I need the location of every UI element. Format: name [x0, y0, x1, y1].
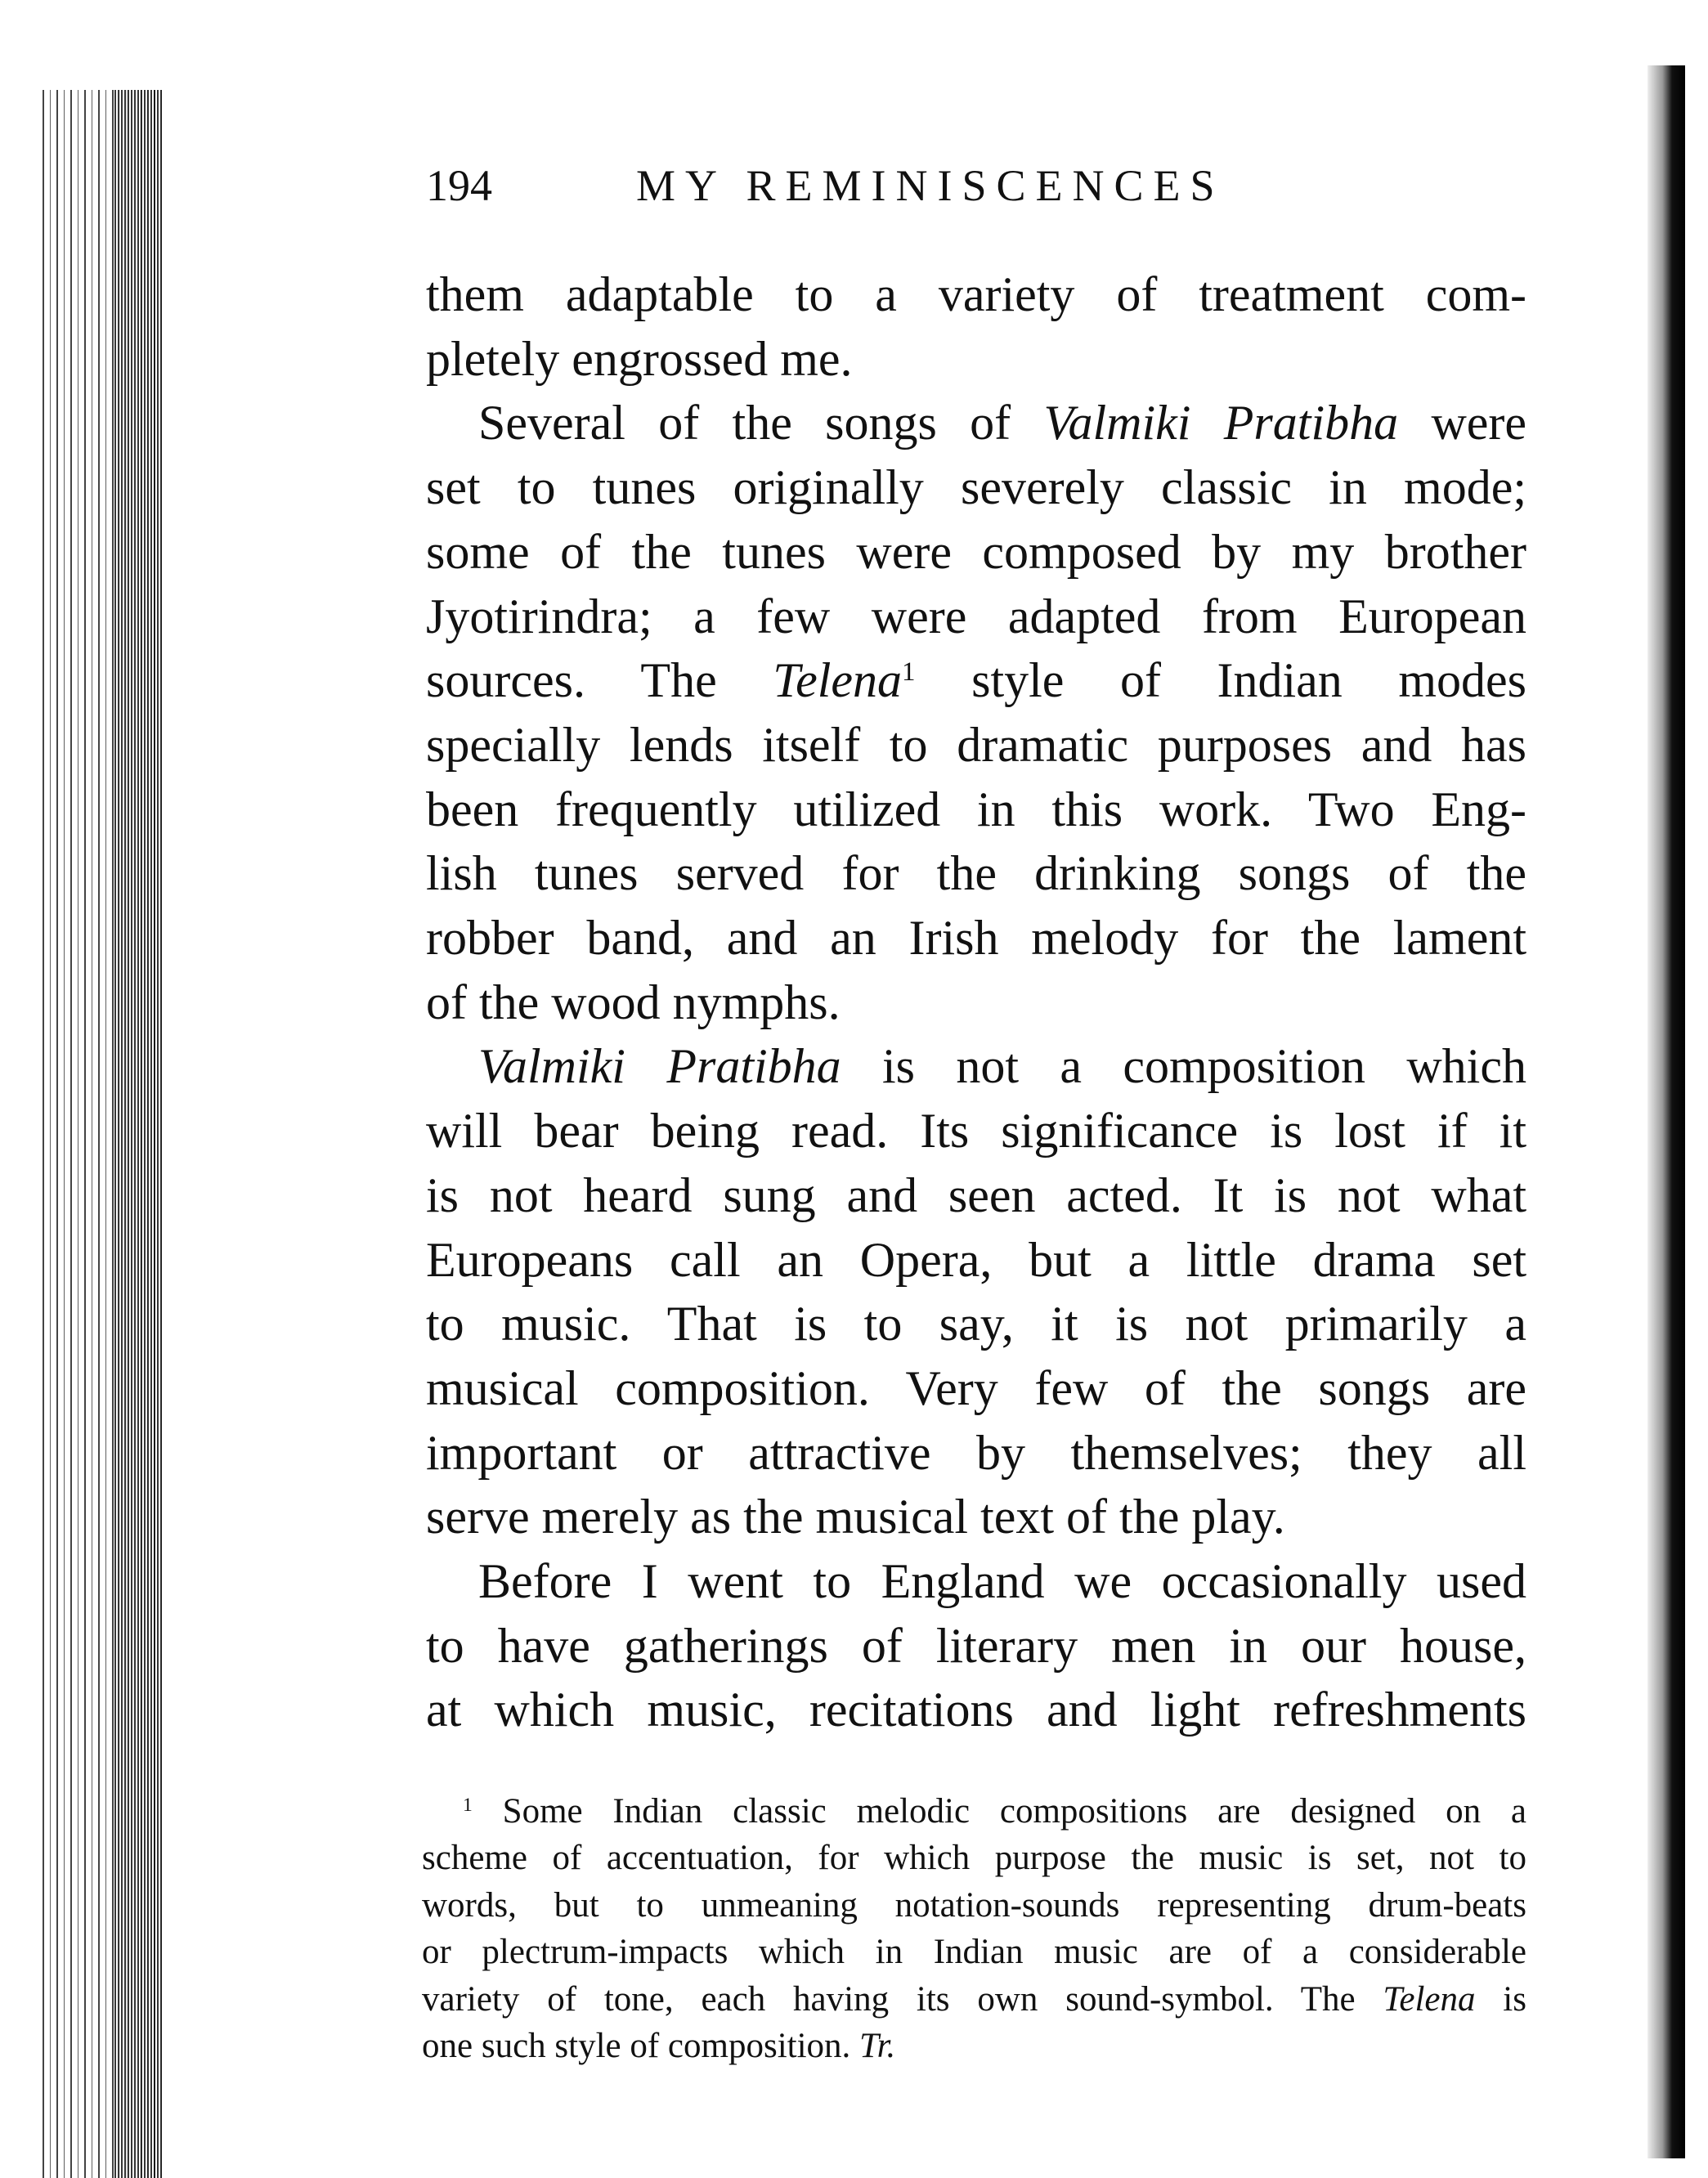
text-span: sources. The — [426, 653, 773, 708]
text-span: Jyotirindra; a few were adapted from European — [426, 589, 1526, 643]
body-line — [426, 1360, 1526, 1415]
text-span: will bear being read. Its significance is lost if it — [426, 1104, 1526, 1158]
text-span: them adaptable to a variety of treatment com- — [426, 267, 1526, 321]
text-span: is not heard sung and seen acted. It is not what — [426, 1167, 1526, 1222]
text-span: some of the tunes were composed by my brother — [426, 524, 1526, 579]
body-line — [426, 717, 1526, 772]
text-span: musical composition. Very few of the songs are — [426, 1360, 1526, 1415]
body-line — [478, 1554, 1526, 1608]
footnote-line — [422, 2028, 1526, 2064]
text-span: Several of the songs of — [478, 396, 1044, 450]
text-span: to music. That is to say, it is not primarily a — [426, 1297, 1526, 1351]
text-span: to have gatherings of literary men in our house, — [426, 1618, 1526, 1673]
footnote-line — [422, 1885, 1526, 1925]
italic-text: Telena — [773, 653, 903, 708]
body-line — [426, 331, 1526, 386]
text-span: pletely engrossed me. — [426, 331, 853, 386]
body-line — [426, 589, 1526, 643]
text-span: robber band, and an Irish melody for the lament — [426, 911, 1526, 965]
text-span: specially lends itself to dramatic purposes and has — [426, 717, 1526, 772]
text-span: words, but to unmeaning notation-sounds representing drum-beats — [422, 1885, 1526, 1925]
text-span: been frequently utilized in this work. Two Eng- — [426, 782, 1526, 836]
page-edge-shadow — [1647, 65, 1685, 2158]
body-line — [426, 460, 1526, 515]
italic-text: Telena — [1383, 1979, 1476, 2019]
footnote-line — [422, 1934, 1526, 1970]
body-line — [426, 1425, 1526, 1480]
body-line — [426, 911, 1526, 965]
text-span: variety of tone, each having its own sound-symbol. The — [422, 1979, 1383, 2019]
body-line — [426, 653, 1526, 708]
text-span: at which music, recitations and light refreshments — [426, 1683, 1526, 1737]
italic-text: Tr. — [859, 2027, 896, 2065]
text-span: is not a composition which — [841, 1039, 1526, 1094]
body-line — [478, 396, 1527, 450]
page-number: 194 — [426, 161, 492, 210]
text-span: or plectrum-impacts which in Indian music are of a considerable — [422, 1933, 1526, 1972]
text-span: of the wood nymphs. — [426, 975, 841, 1029]
italic-text: Valmiki Pratibha — [478, 1039, 841, 1094]
body-line — [426, 1683, 1526, 1737]
body-line — [426, 846, 1526, 901]
body-line — [426, 1232, 1526, 1287]
body-line — [426, 782, 1526, 836]
text-span: set to tunes originally severely classic in mode; — [426, 460, 1526, 515]
book-binding-gutter-inner — [114, 90, 164, 2178]
body-line — [478, 1039, 1526, 1094]
text-span: scheme of accentuation, for which purpose the music is set, not to — [422, 1839, 1526, 1878]
text-span: Europeans call an Opera, but a little drama set — [426, 1232, 1526, 1287]
body-line — [426, 1104, 1526, 1158]
text-span: Before I went to England we occasionally used — [478, 1554, 1526, 1608]
text-span: lish tunes served for the drinking songs of the — [426, 846, 1526, 901]
italic-text: Valmiki Pratibha — [1043, 396, 1399, 450]
text-span: is — [1475, 1979, 1526, 2019]
body-line — [426, 1297, 1526, 1351]
text-span: important or attractive by themselves; they all — [426, 1425, 1526, 1480]
footnote-marker: 1 — [463, 1794, 473, 1816]
body-line — [426, 524, 1526, 579]
text-span: style of Indian modes — [915, 653, 1526, 708]
body-line — [426, 1490, 1526, 1544]
text-span: were — [1398, 396, 1527, 450]
footnote-marker: 1 — [902, 657, 916, 688]
body-line — [426, 975, 1526, 1029]
footnote-line — [463, 1794, 1526, 1829]
text-span: serve merely as the musical text of the play. — [426, 1490, 1285, 1544]
body-line — [426, 1618, 1526, 1673]
body-line — [426, 1167, 1526, 1222]
body-line — [426, 267, 1526, 321]
footnote-line — [422, 1979, 1526, 2019]
text-span: Some Indian classic melodic compositions are designed on a — [472, 1792, 1526, 1831]
footnote-line — [422, 1840, 1526, 1876]
running-title: MY REMINISCENCES — [636, 161, 1225, 210]
text-span: one such style of composition. — [422, 2027, 860, 2065]
